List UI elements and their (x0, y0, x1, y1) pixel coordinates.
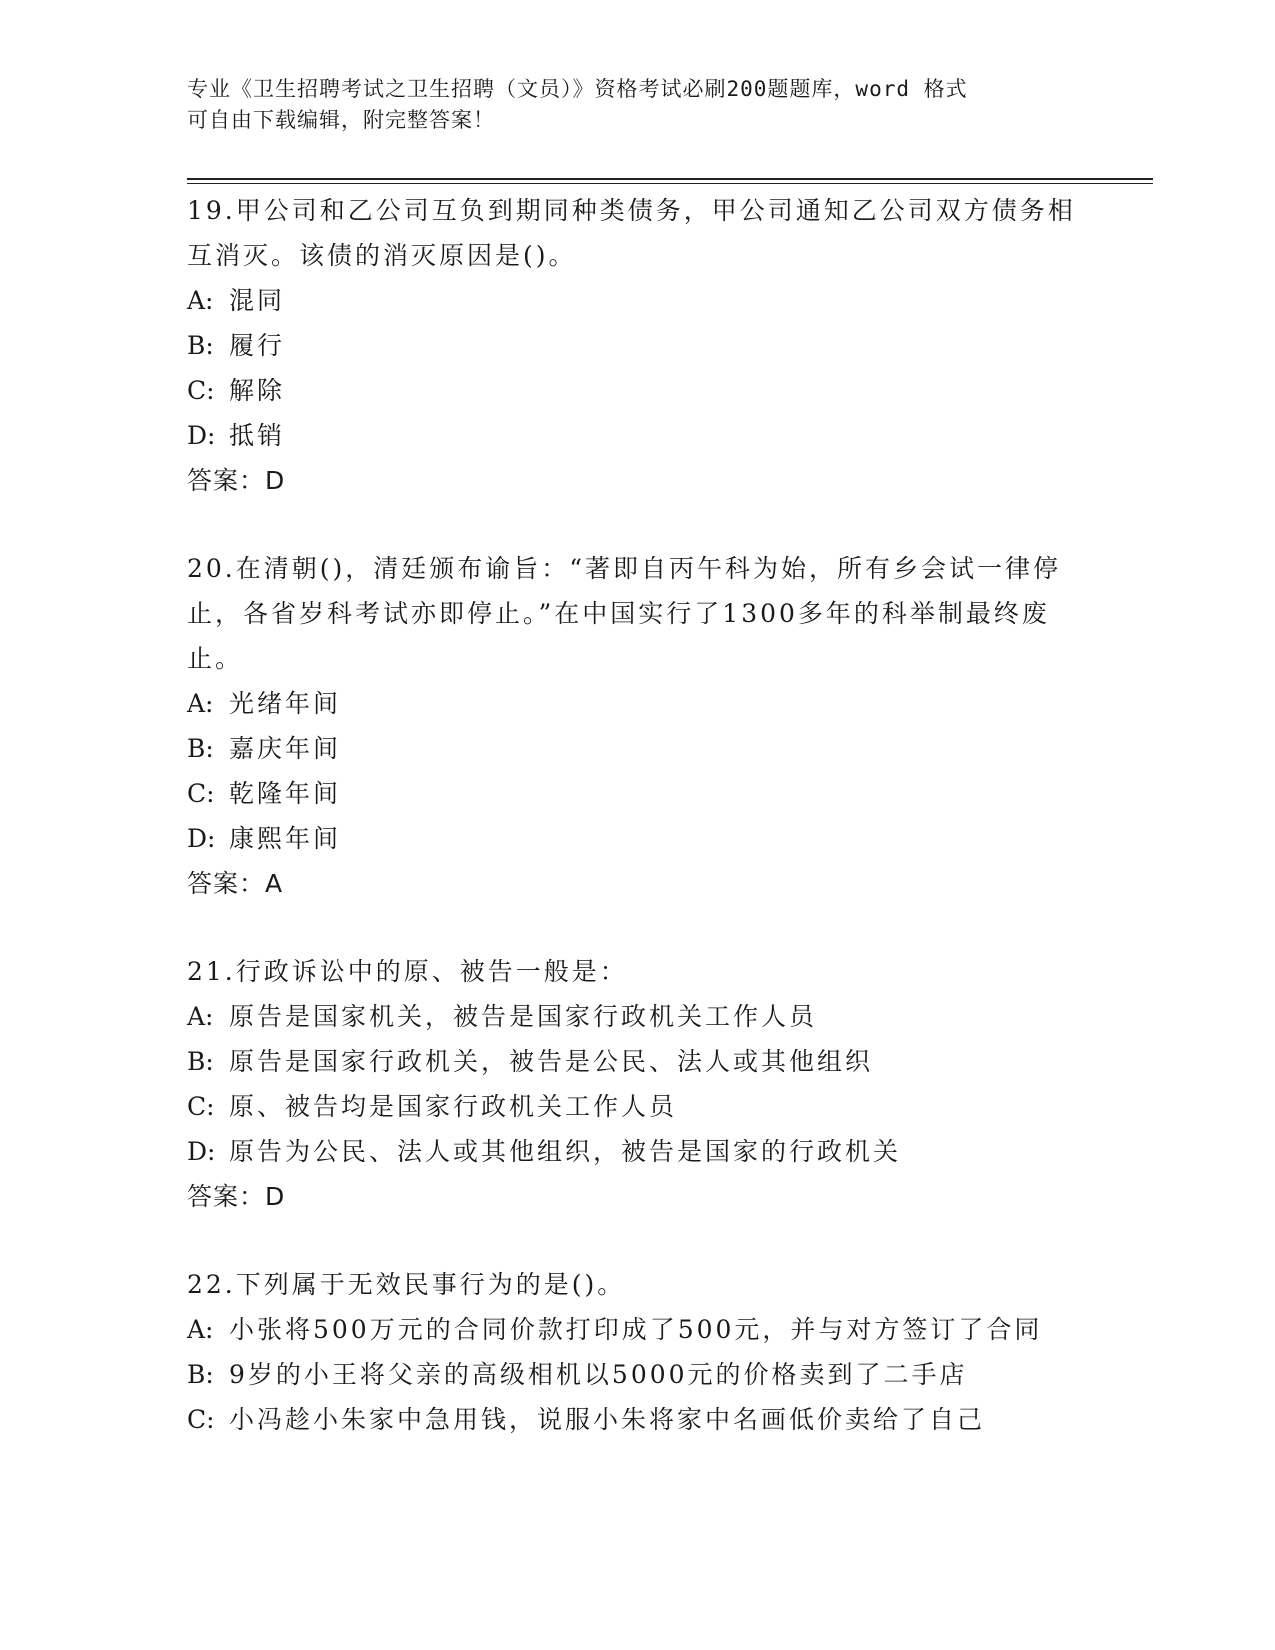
option-text: 履行 (229, 331, 286, 360)
option-text: 抵销 (229, 421, 286, 450)
question-22 (187, 1262, 1087, 1442)
answer-line: 答案：D (187, 466, 286, 495)
option-c (187, 1084, 1087, 1129)
header-line-2: 可自由下载编辑，附完整答案！ (187, 108, 495, 132)
header-line-1: 专业《卫生招聘考试之卫生招聘（文员）》资格考试必刷200题题库，word 格式 (187, 77, 968, 101)
option-a (187, 994, 1087, 1039)
question-list (187, 188, 1087, 1485)
option-text: 原、被告均是国家行政机关工作人员 (229, 1092, 678, 1121)
option-letter: A: (187, 1002, 214, 1031)
option-c (187, 368, 1087, 413)
option-text: 混同 (229, 286, 286, 315)
option-letter: C: (187, 1092, 215, 1121)
option-letter: B: (187, 1047, 214, 1076)
option-text: 乾隆年间 (229, 779, 342, 808)
option-letter: B: (187, 331, 214, 360)
option-c (187, 771, 1087, 816)
option-c (187, 1397, 1087, 1442)
header-divider-thin (187, 183, 1153, 184)
option-letter: C: (187, 376, 215, 405)
option-letter: D: (187, 1137, 216, 1166)
option-text: 原告是国家行政机关，被告是公民、法人或其他组织 (229, 1047, 874, 1076)
option-d (187, 816, 1087, 861)
option-text: 嘉庆年间 (229, 734, 342, 763)
option-a (187, 1307, 1087, 1352)
option-text: 小张将500万元的合同价款打印成了500元，并与对方签订了合同 (229, 1315, 1043, 1344)
question-stem: 22.下列属于无效民事行为的是()。 (187, 1270, 626, 1299)
option-a (187, 278, 1087, 323)
question-stem: 20.在清朝()，清廷颁布谕旨：“著即自丙午科为始，所有乡会试一律停止，各省岁科考试亦即停止。”在中国实行了1300多年的科举制最终废止。 (187, 554, 1062, 673)
option-letter: A: (187, 286, 214, 315)
option-b (187, 1039, 1087, 1084)
question-19 (187, 188, 1087, 503)
option-b (187, 726, 1087, 771)
option-letter: A: (187, 1315, 214, 1344)
option-d (187, 1129, 1087, 1174)
document-header (187, 74, 1087, 136)
option-b (187, 1352, 1087, 1397)
question-stem: 21.行政诉讼中的原、被告一般是： (187, 957, 628, 986)
option-text: 原告是国家机关，被告是国家行政机关工作人员 (229, 1002, 818, 1031)
option-a (187, 681, 1087, 726)
option-d (187, 413, 1087, 458)
answer-line: 答案：A (187, 869, 284, 898)
option-text: 光绪年间 (229, 689, 342, 718)
header-divider-thick (187, 178, 1153, 180)
question-stem: 19.甲公司和乙公司互负到期同种类债务，甲公司通知乙公司双方债务相互消灭。该债的消灭原因是()。 (187, 196, 1076, 270)
option-text: 原告为公民、法人或其他组织，被告是国家的行政机关 (229, 1137, 902, 1166)
option-letter: B: (187, 734, 214, 763)
option-text: 小冯趁小朱家中急用钱，说服小朱将家中名画低价卖给了自己 (229, 1405, 986, 1434)
answer-line: 答案：D (187, 1182, 286, 1211)
question-21 (187, 949, 1087, 1219)
option-letter: B: (187, 1360, 214, 1389)
option-letter: A: (187, 689, 214, 718)
option-letter: C: (187, 1405, 215, 1434)
option-letter: D: (187, 824, 216, 853)
option-text: 9岁的小王将父亲的高级相机以5000元的价格卖到了二手店 (229, 1360, 968, 1389)
question-20 (187, 546, 1087, 906)
option-letter: C: (187, 779, 215, 808)
option-letter: D: (187, 421, 216, 450)
option-b (187, 323, 1087, 368)
option-text: 康熙年间 (229, 824, 342, 853)
option-text: 解除 (229, 376, 286, 405)
